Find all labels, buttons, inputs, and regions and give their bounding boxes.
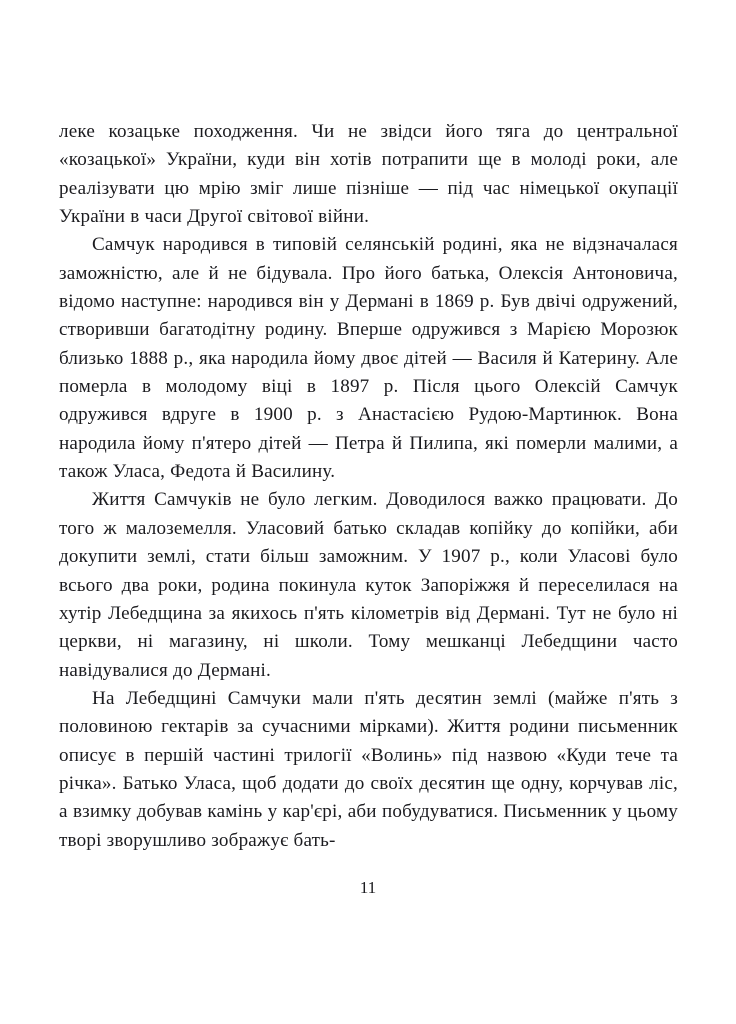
body-text-block <box>59 118 678 855</box>
paragraph-continued: леке козацьке походження. Чи не звідси його тяга до центральної «козацької» України, куди він хотів потрапити ще в молоді роки, але реалізувати цю мрію зміг лише пізніше — під час німецької окупації України в часи Другої світової війни. <box>59 121 678 228</box>
paragraph-birth-family: Самчук народився в типовій селянській родині, яка не відзначалася заможністю, але й не бідувала. Про його батька, Олексія Антоновича, відомо наступне: народився він у Дермані в 1869 р. Був двічі одружений, створивши багатодітну родину. Вперше одружився з Марією Морозюк близько 1888 р., яка народила йому двоє дітей — Василя й Катерину. Але померла в молодому віці в 1897 р. Після цього Олексій Самчук одружився вдруге в 1900 р. з Анастасією Рудою-Мартинюк. Вона народила йому п'ятеро дітей — Петра й Пилипа, які померли малими, а також Уласа, Федота й Василину. <box>59 234 678 483</box>
paragraph-hard-life: Життя Самчуків не було легким. Доводилося важко працювати. До того ж малоземелля. Уласовий батько складав копійку до копійки, аби докупити землі, стати більш заможним. У 1907 р., коли Уласові було всього два роки, родина покинула куток Запоріжжя й переселилася на хутір Лебедщина за якихось п'ять кілометрів від Дермані. Тут не було ні церкви, ні магазину, ні школи. Тому мешканці Лебедщини часто навідувалися до Дермані. <box>59 489 678 681</box>
paragraph-lebedshchyna: На Лебедщині Самчуки мали п'ять десятин землі (майже п'ять з половиною гектарів за сучасними мірками). Життя родини письменник описує в першій частині трилогії «Волинь» під назвою «Куди тече та річка». Батько Уласа, щоб додати до своїх десятин ще одну, корчував ліс, а взимку добував камінь у кар'єрі, аби побудуватися. Письменник у цьому творі зворушливо зображує бать- <box>59 687 678 851</box>
page-number: 11 <box>359 878 377 897</box>
